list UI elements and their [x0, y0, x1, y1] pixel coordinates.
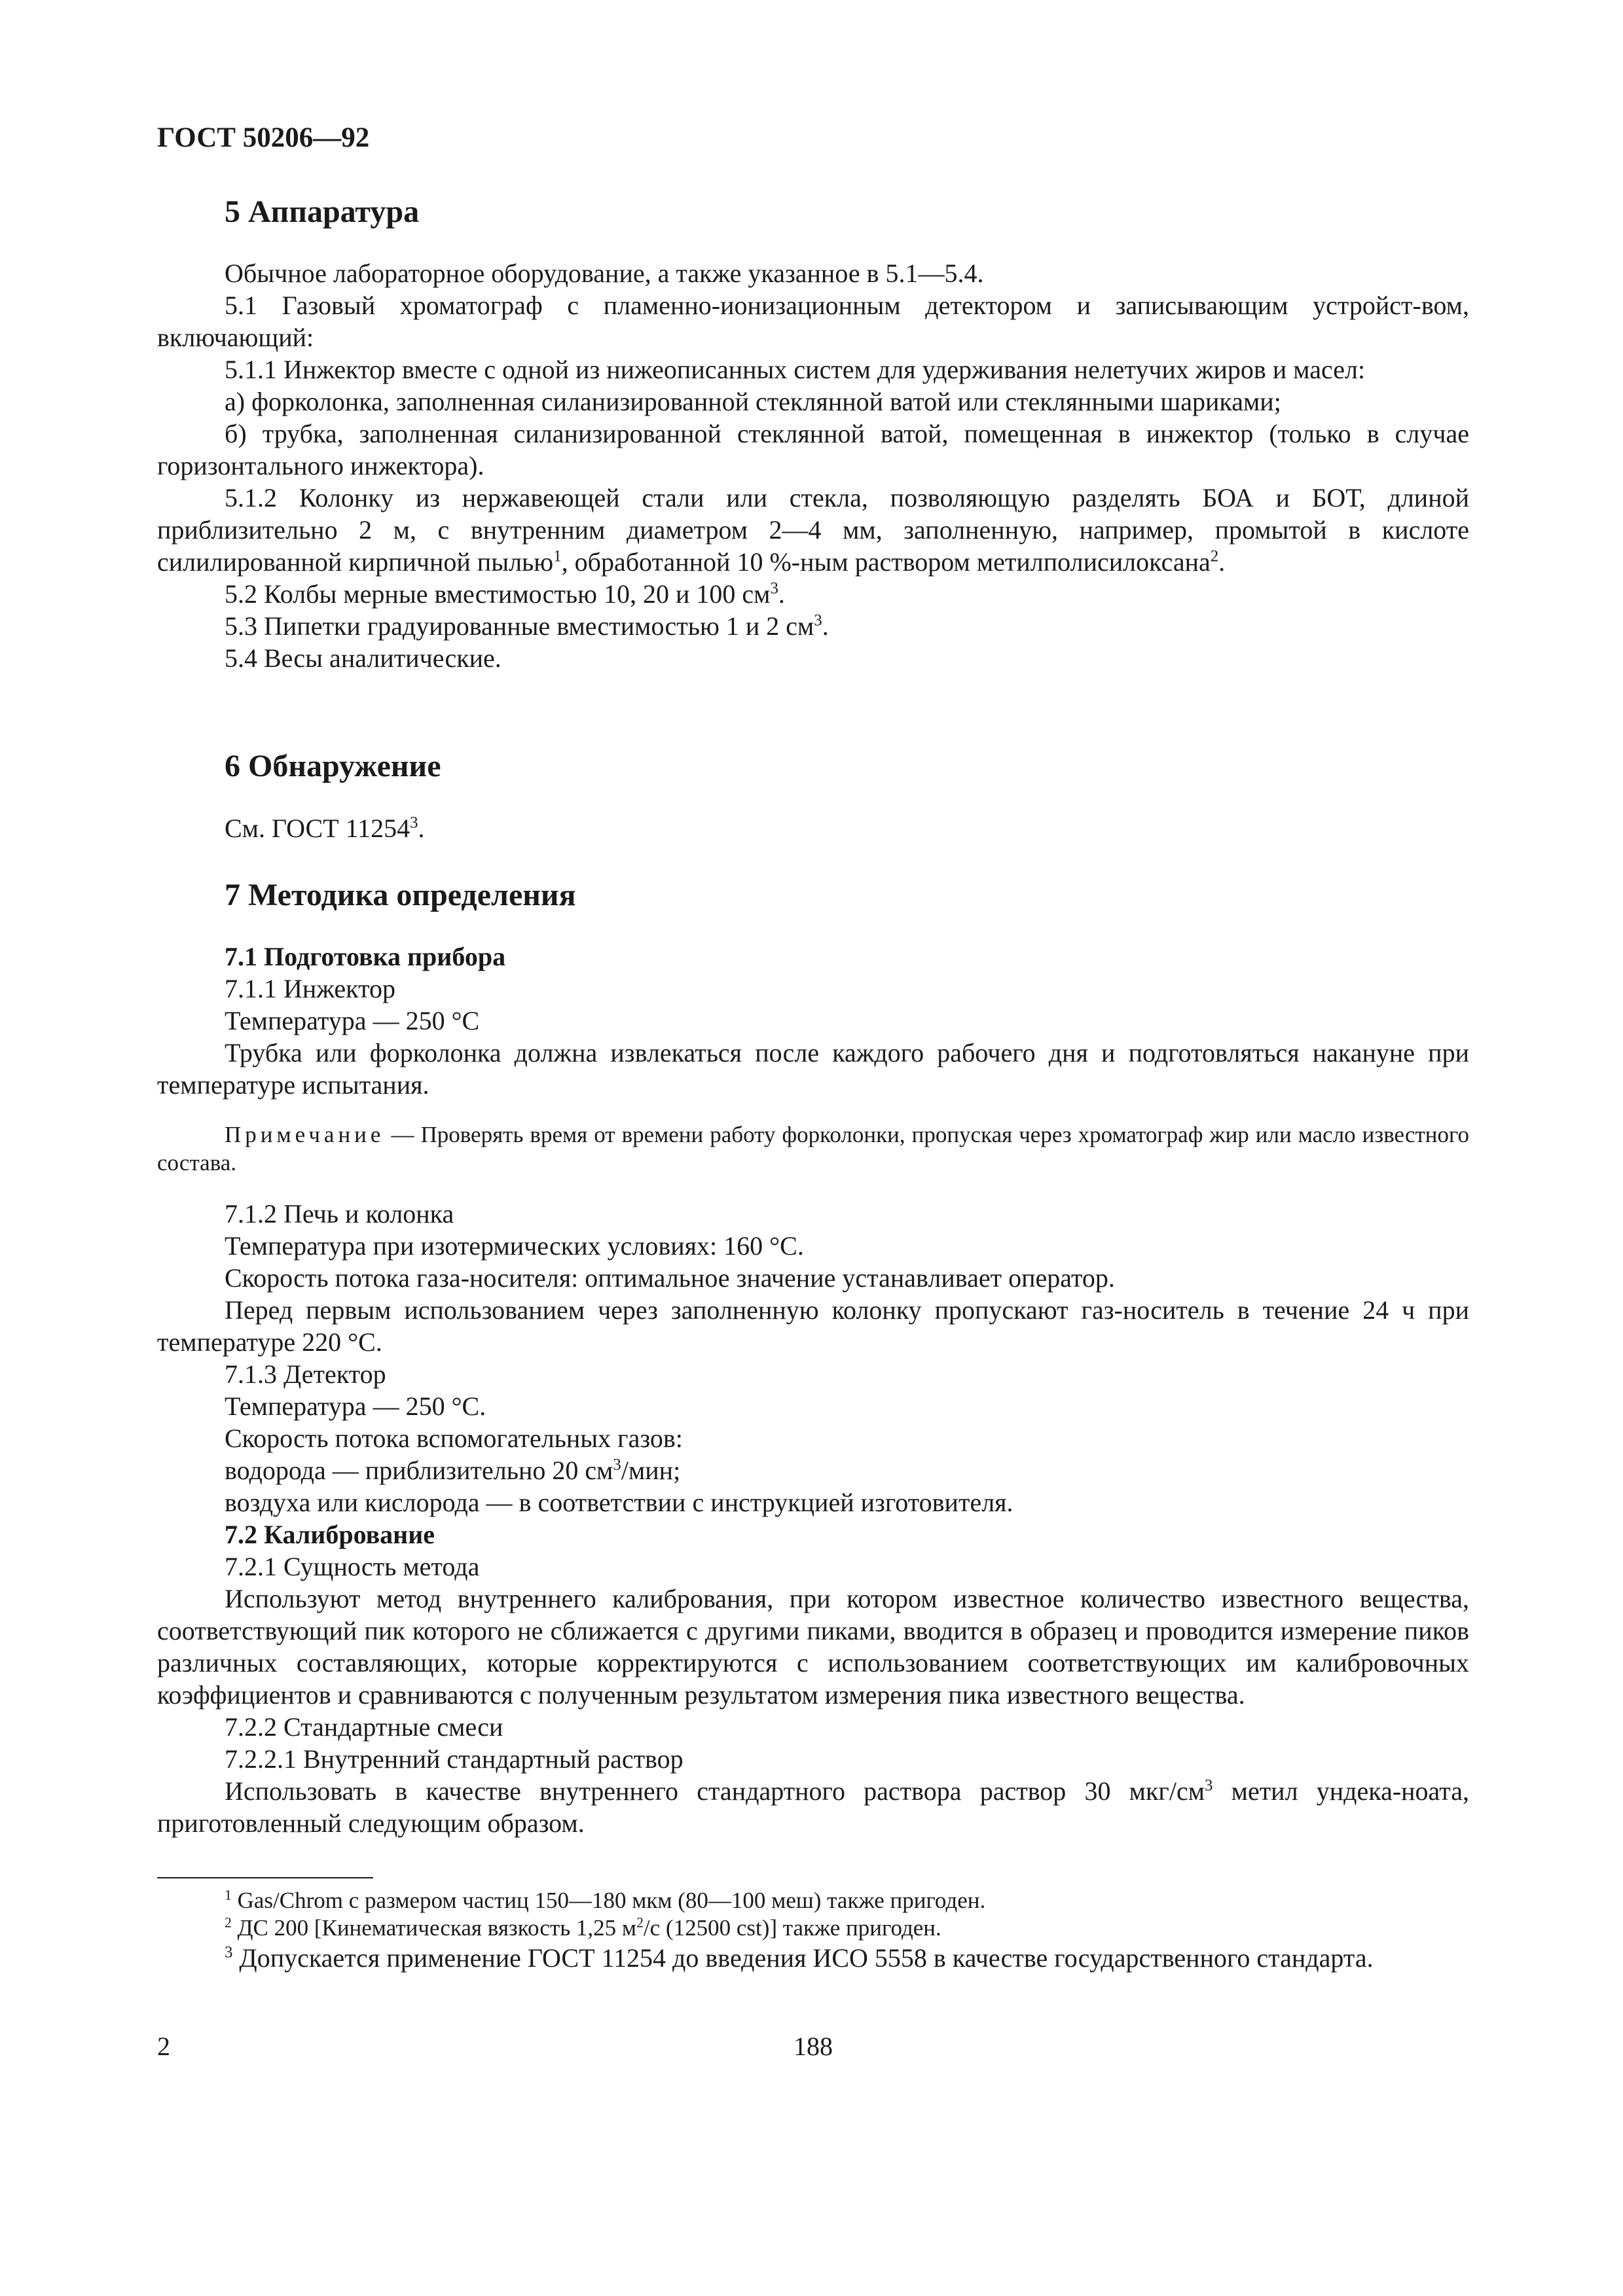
clause-5-1-2: 5.1.2 Колонку из нержавеющей стали или стекла, позволяющую разделять БОА и БОТ, длиной приблизительно 2 м, с внутренним диаметром 2—4 мм, заполненную, например, промытой в кислоте силилированной кирпичной пылью$^1$, обработанной 10 %-ным раствором метилполисилоксана$^2$.	[157, 483, 1469, 577]
hydrogen-text: водорода — приблизительно 20 $см^3$/мин;	[225, 1456, 681, 1485]
aux-gas-text: Скорость потока вспомогательных газов:	[225, 1424, 683, 1453]
temp-7-1-3: Температура — 250 °С.	[225, 1391, 486, 1421]
air-text: воздуха или кислорода — в соответствии с инструкцией изготовителя.	[225, 1488, 1013, 1517]
section-5-title: 5 Аппаратура	[225, 194, 420, 229]
clause-7-1-3: 7.1.3 Детектор	[225, 1359, 386, 1389]
sec5-intro: Обычное лабораторное оборудование, а также указанное в 5.1—5.4.	[225, 259, 984, 288]
tube-text: Трубка или форколонка должна извлекаться после каждого рабочего дня и подготовляться накануне при температуре испытания.	[157, 1038, 1469, 1100]
sec6-text: См. ГОСТ 11254$^3$.	[225, 814, 425, 843]
item-a: а) форколонка, заполненная силанизированной стеклянной ватой или стеклянными шариками;	[225, 387, 1281, 416]
note-label: Примечание	[225, 1122, 385, 1147]
footnote-divider	[157, 1877, 373, 1878]
clause-5-1: 5.1 Газовый хроматограф с пламенно-ионизационным детектором и записывающим устройст-вом, включающий:	[157, 291, 1469, 352]
clause-5-1-1: 5.1.1 Инжектор вместе с одной из нижеописанных систем для удерживания нелетучих жиров и масел:	[225, 355, 1366, 384]
use-text: Использовать в качестве внутреннего стандартного раствора раствор 30 мкг/$см^3$ метил ундека-ноата, приготовленный следующим образом.	[157, 1776, 1469, 1838]
page-number-left: 2	[157, 2032, 170, 2061]
clause-7-2: 7.2 Калибрование	[225, 1520, 435, 1549]
clause-7-1: 7.1 Подготовка прибора	[225, 942, 506, 971]
clause-7-1-2: 7.1.2 Печь и колонка	[225, 1199, 454, 1229]
note-text: Примечание — Проверять время от времени работу форколонки, пропуская через хроматограф жир или масло известного состава.	[157, 1122, 1469, 1175]
flow-text: Скорость потока газа-носителя: оптимальное значение устанавливает оператор.	[225, 1263, 1115, 1293]
section-5	[157, 194, 1469, 230]
footnote-1: $^1$ Gas/Chrom с размером частиц 150—180 мкм (80—100 меш) также пригоден.	[225, 1887, 986, 1913]
first-use-text: Перед первым использованием через заполненную колонку пропускают газ-носитель в течение 24 ч при температуре 220 °С.	[157, 1295, 1469, 1357]
clause-7-2-2: 7.2.2 Стандартные смеси	[225, 1712, 503, 1742]
clause-5-4: 5.4 Весы аналитические.	[225, 643, 501, 673]
clause-5-3: 5.3 Пипетки градуированные вместимостью 1 и 2 $см^3$.	[225, 611, 829, 641]
method-text: Используют метод внутреннего калибрования, при котором известное количество известного вещества, соответствующий пик которого не сближается с другими пиками, вводится в образец и проводится измерение пиков различных составляющих, которые корректируются с использованием соответствующих им калибровочных коэффициентов и сравниваются с полученным результатом измерения пика известного вещества.	[157, 1584, 1469, 1710]
section-6-title: 6 Обнаружение	[225, 749, 441, 783]
page-number-center: 188	[793, 2032, 833, 2061]
clause-5-2: 5.2 Колбы мерные вместимостью 10, 20 и 100 $см^3$.	[225, 579, 785, 609]
footnote-2: $^2$ ДС 200 [Кинематическая вязкость 1,25 $м^2/с$ (12500 cst)] также пригоден.	[225, 1914, 941, 1941]
footnote-ref: 2	[1210, 547, 1219, 565]
note	[157, 1121, 1469, 1177]
section-7-1-block	[157, 941, 1469, 1101]
clause-7-2-1: 7.2.1 Сущность метода	[225, 1552, 480, 1581]
item-b: б) трубка, заполненная силанизированной стеклянной ватой, помещенная в инжектор (только в случае горизонтального инжектора).	[157, 419, 1469, 480]
section-5-body	[157, 257, 1469, 674]
section-7-body	[157, 1198, 1469, 1839]
section-6-body	[157, 812, 1469, 844]
footnote-ref: 1	[553, 547, 562, 565]
footnotes	[157, 1887, 1469, 1974]
temp-7-1-2: Температура при изотермических условиях: 160 °С.	[225, 1231, 804, 1261]
clause-7-2-2-1: 7.2.2.1 Внутренний стандартный раствор	[225, 1744, 684, 1774]
document-id: ГОСТ 50206—92	[157, 122, 370, 153]
clause-7-1-1: 7.1.1 Инжектор	[225, 974, 396, 1003]
section-7-title: 7 Методика определения	[225, 878, 576, 912]
temp-7-1-1: Температура — 250 °С	[225, 1006, 480, 1035]
footnote-3: $^3$ Допускается применение ГОСТ 11254 до введения ИСО 5558 в качестве государственного стандарта.	[225, 1943, 1374, 1973]
section-7	[157, 877, 1469, 914]
section-6	[157, 748, 1469, 785]
